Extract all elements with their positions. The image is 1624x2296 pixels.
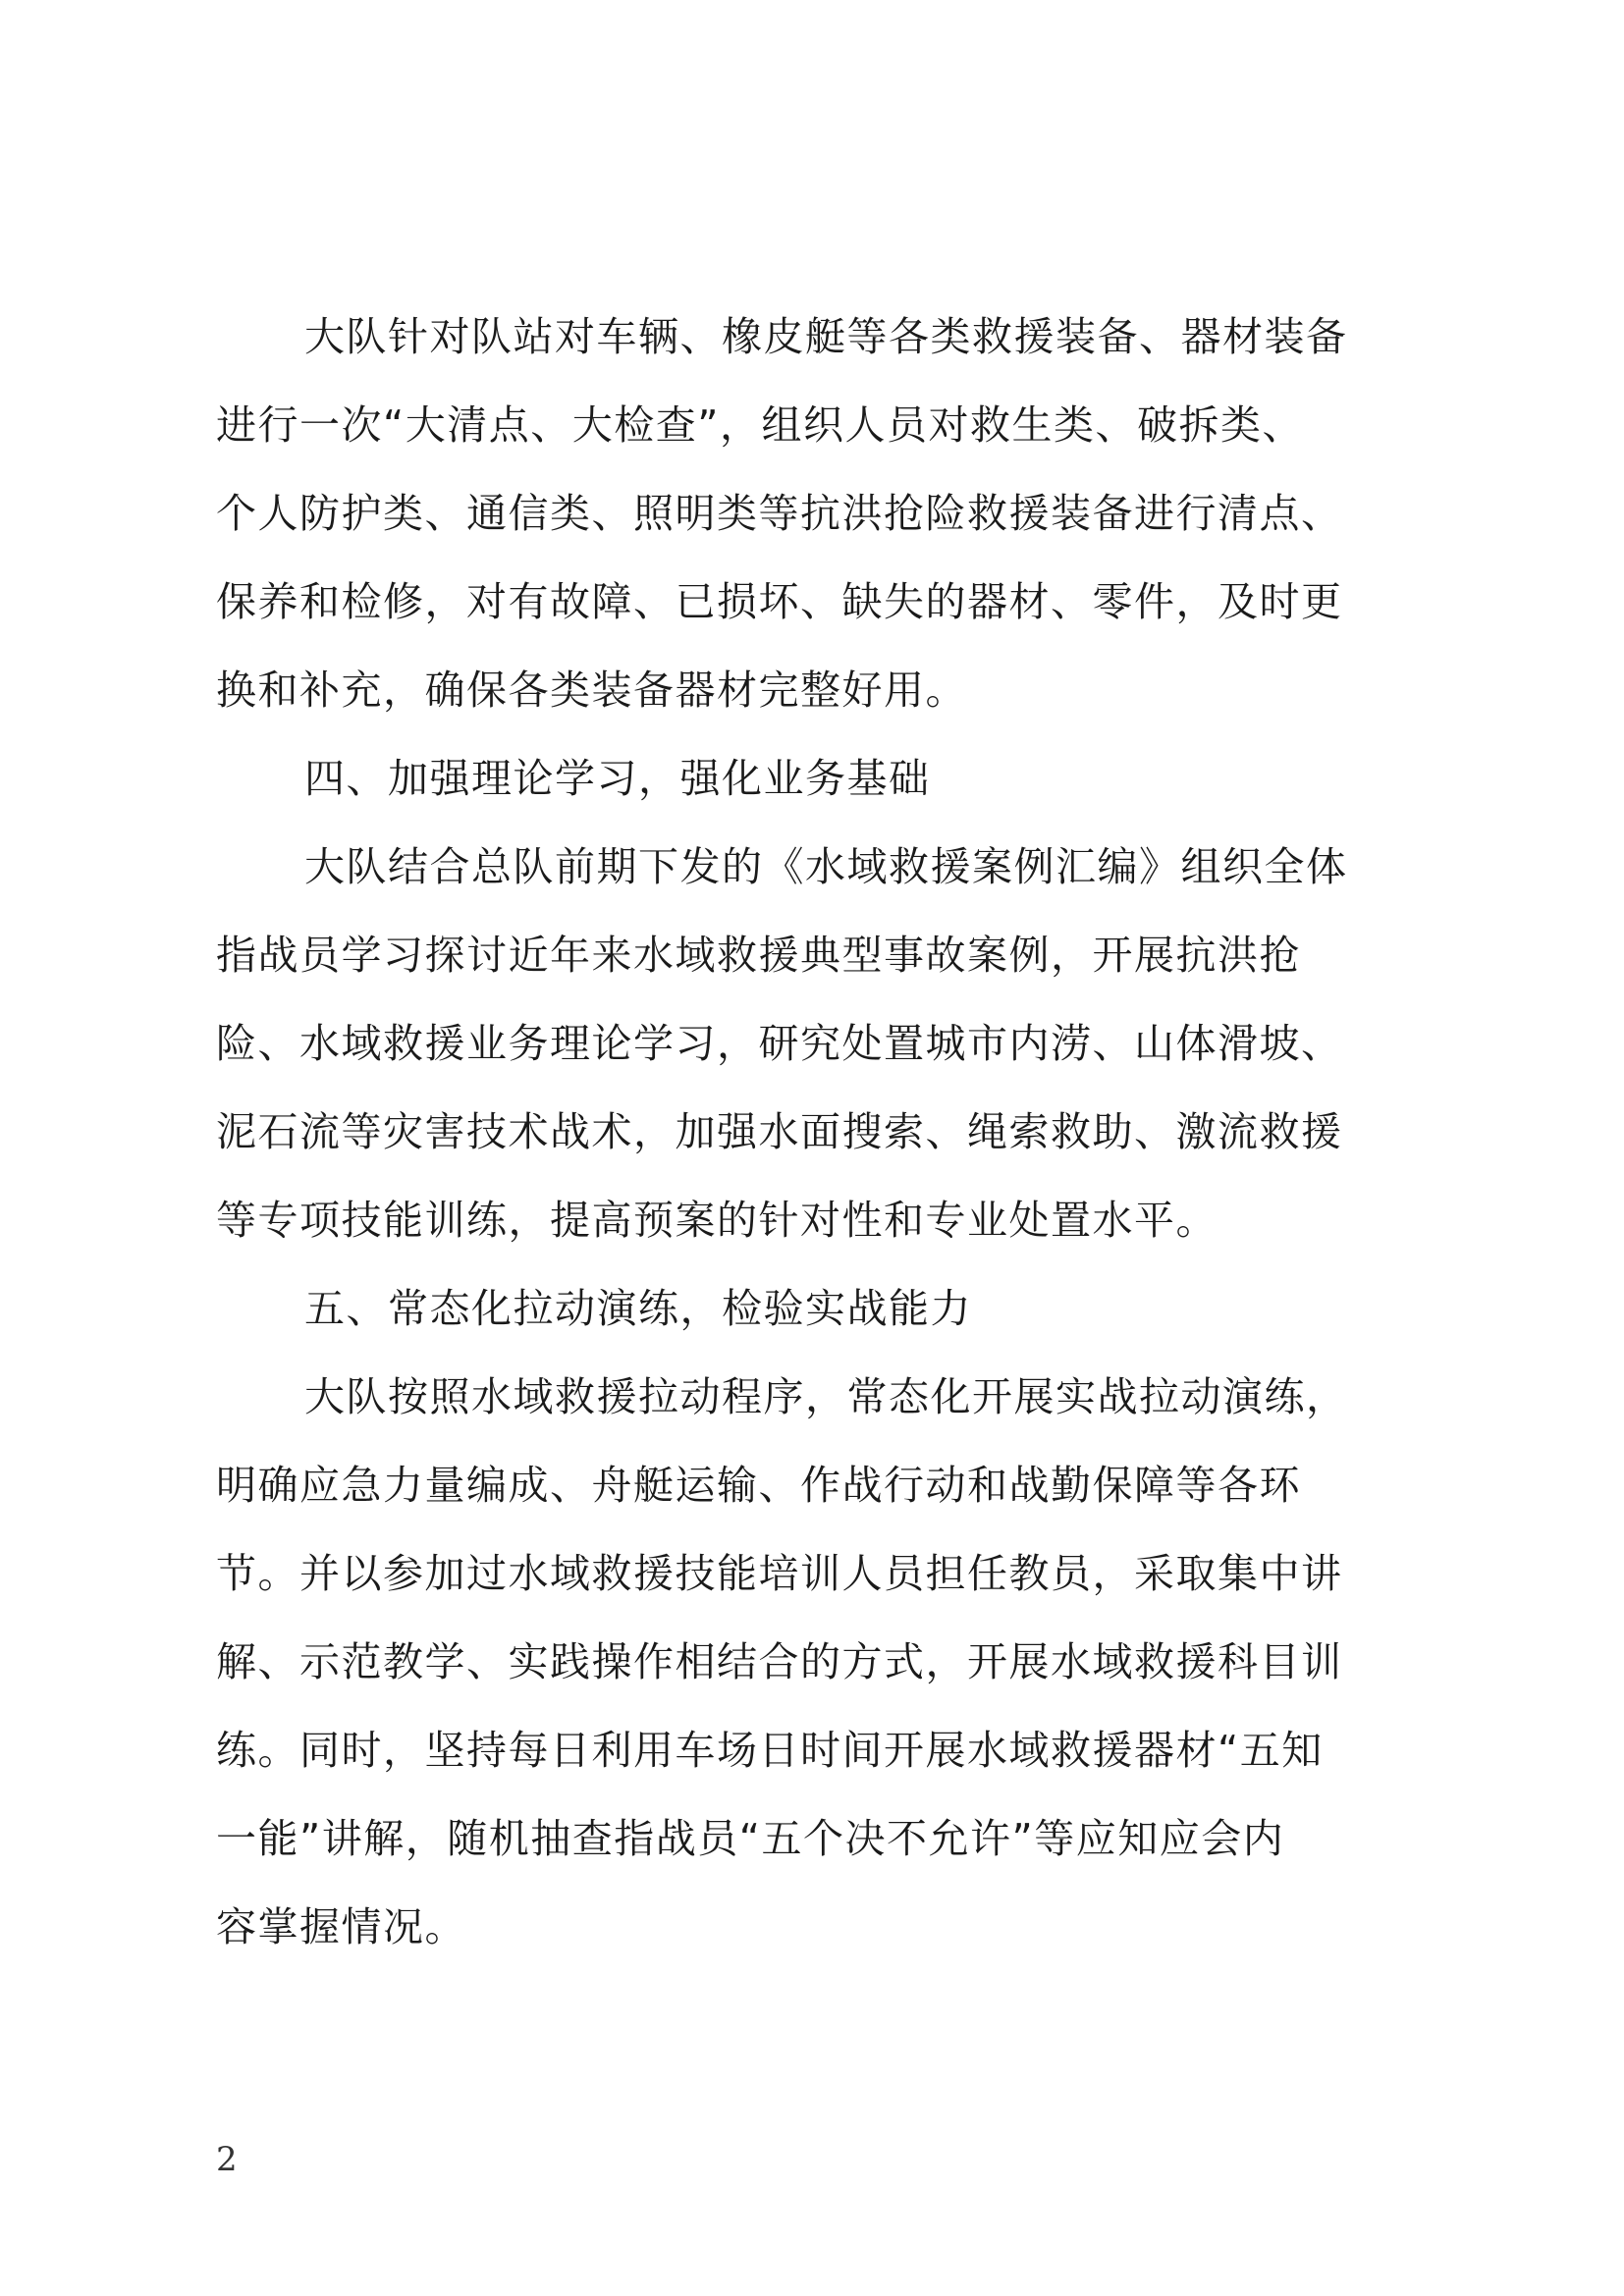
paragraph-theory-line-2: 指战员学习探讨近年来水域救援典型事故案例，开展抗洪抢 (216, 932, 1301, 979)
page-number: 2 (216, 2140, 238, 2179)
paragraph-equipment-line-3: 个人防护类、通信类、照明类等抗洪抢险救援装备进行清点、 (216, 490, 1343, 537)
paragraph-theory-line-3: 险、水域救援业务理论学习，研究处置城市内涝、山体滑坡、 (216, 1020, 1343, 1067)
paragraph-drill-line-4: 解、示范教学、实践操作相结合的方式，开展水域救援科目训 (216, 1638, 1343, 1685)
paragraph-drill-line-3: 节。并以参加过水域救援技能培训人员担任教员，采取集中讲 (216, 1550, 1343, 1597)
section-heading-drill: 五、常态化拉动演练，检验实战能力 (304, 1285, 972, 1332)
paragraph-theory-line-1: 大队结合总队前期下发的《水域救援案例汇编》组织全体 (304, 843, 1348, 890)
paragraph-drill-line-6: 一能”讲解，随机抽查指战员“五个决不允许”等应知应会内 (216, 1815, 1285, 1862)
paragraph-drill-line-2: 明确应急力量编成、舟艇运输、作战行动和战勤保障等各环 (216, 1462, 1301, 1509)
paragraph-drill-line-1: 大队按照水域救援拉动程序，常态化开展实战拉动演练， (304, 1373, 1348, 1420)
paragraph-equipment-line-1: 大队针对队站对车辆、橡皮艇等各类救援装备、器材装备 (304, 313, 1348, 360)
paragraph-equipment-line-4: 保养和检修，对有故障、已损坏、缺失的器材、零件，及时更 (216, 578, 1343, 625)
paragraph-theory-line-5: 等专项技能训练，提高预案的针对性和专业处置水平。 (216, 1197, 1218, 1244)
paragraph-drill-line-7: 容掌握情况。 (216, 1903, 466, 1950)
paragraph-equipment-line-5: 换和补充，确保各类装备器材完整好用。 (216, 667, 967, 714)
paragraph-drill-line-5: 练。同时，坚持每日利用车场日时间开展水域救援器材“五知 (216, 1727, 1324, 1774)
paragraph-theory-line-4: 泥石流等灾害技术战术，加强水面搜索、绳索救助、激流救援 (216, 1108, 1343, 1155)
paragraph-equipment-line-2: 进行一次“大清点、大检查”，组织人员对救生类、破拆类、 (216, 401, 1304, 449)
section-heading-theory-study: 四、加强理论学习，强化业务基础 (304, 755, 931, 802)
